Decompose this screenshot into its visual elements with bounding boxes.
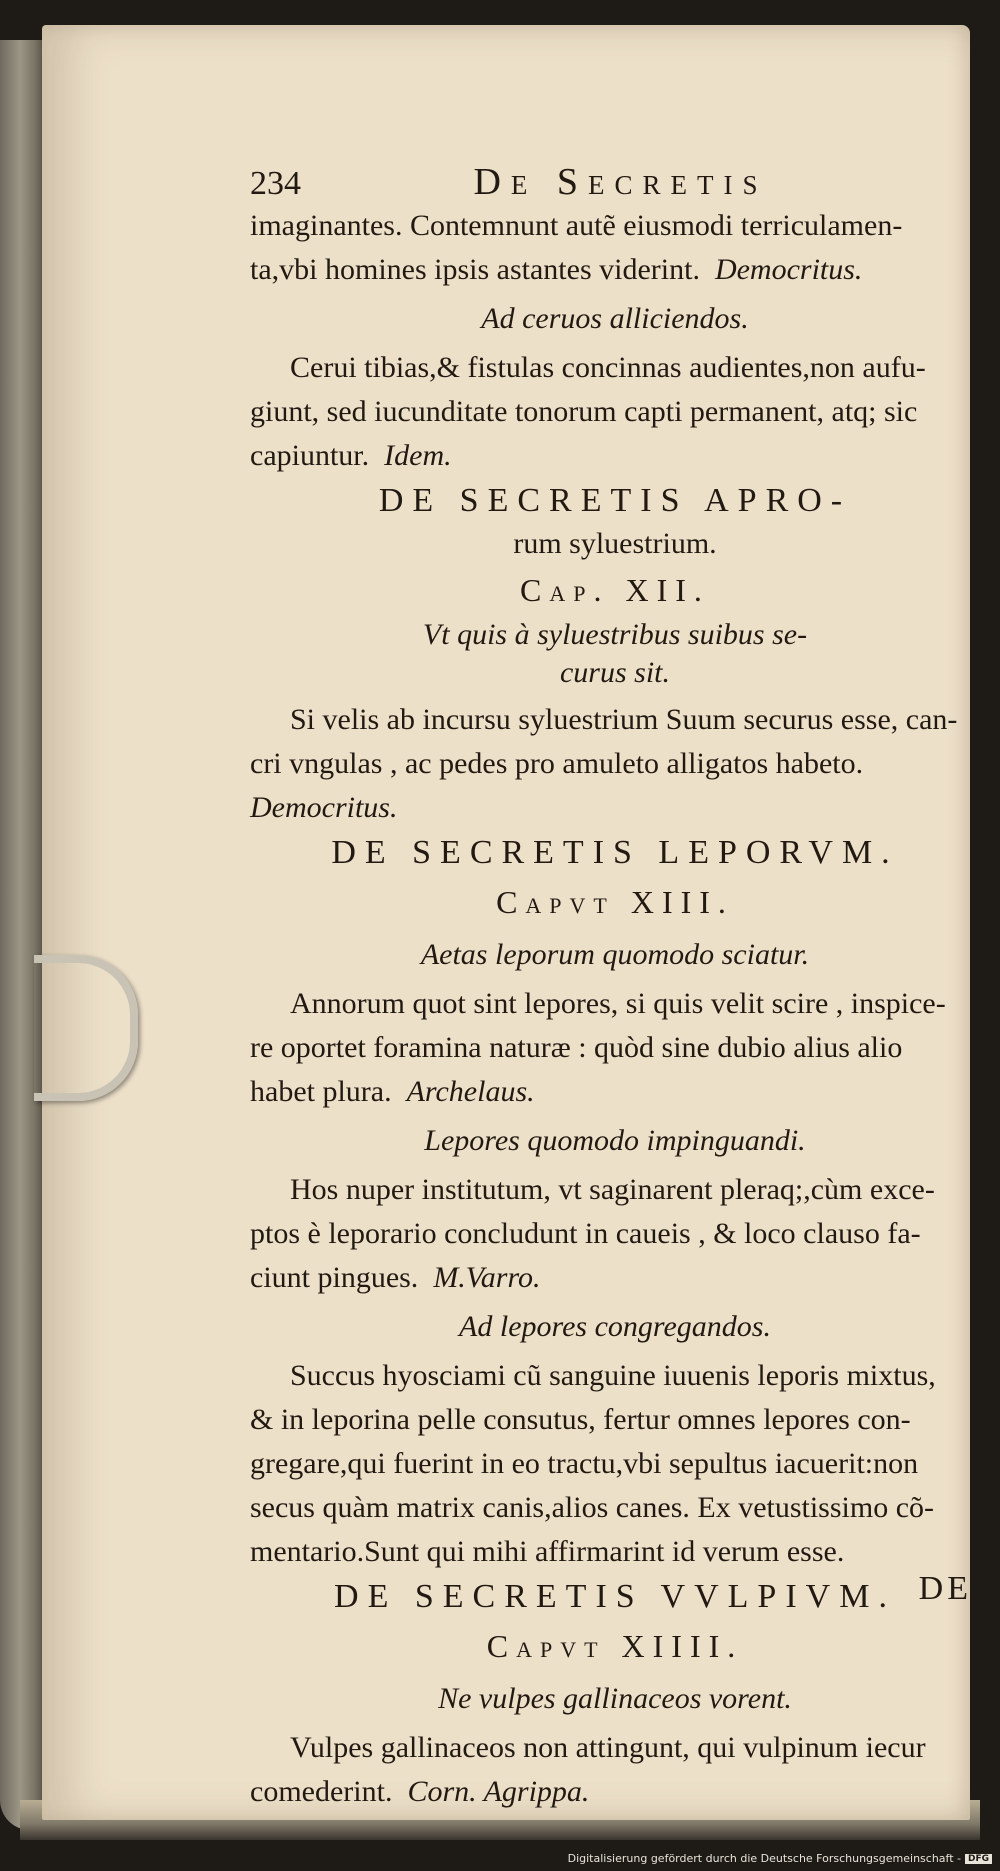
subheading-cont: curus sit. bbox=[559, 656, 670, 689]
chapter-heading: Capvt XIIII. bbox=[486, 1628, 744, 1664]
subheading: Lepores quomodo impinguandi. bbox=[424, 1124, 806, 1157]
running-head: De Secretis bbox=[473, 161, 768, 203]
subheading: Vt quis à syluestribus suibus se- bbox=[422, 618, 808, 651]
subheading: Ad lepores congregandos. bbox=[459, 1310, 771, 1343]
text-line: habet plura. Archelaus. bbox=[250, 1075, 535, 1108]
section-heading: DE SECRETIS APRO- bbox=[378, 482, 852, 519]
text-line: & in leporina pelle consutus, fertur omnes lepores con- bbox=[250, 1403, 911, 1436]
text-line: ciunt pingues. M.Varro. bbox=[250, 1261, 541, 1294]
text-line: Si velis ab incursu syluestrium Suum securus esse, can- bbox=[290, 703, 958, 736]
text-line: Hos nuper institutum, vt saginarent pleraq;,cùm exce- bbox=[290, 1173, 935, 1206]
text-line: Democritus. bbox=[250, 791, 398, 824]
text-line: imaginantes. Contemnunt autẽ eiusmodi terriculamen- bbox=[250, 209, 903, 242]
dfg-logo-icon: DFG bbox=[965, 1854, 992, 1864]
text-line: Annorum quot sint lepores, si quis velit scire , inspice- bbox=[290, 987, 946, 1020]
page-number: 234 bbox=[250, 165, 301, 202]
text-line: cri vngulas , ac pedes pro amuleto alligatos habeto. bbox=[250, 747, 864, 780]
text-line: comederint. Corn. Agrippa. bbox=[250, 1775, 590, 1808]
page-text bbox=[250, 160, 980, 1814]
text-line: ptos è leporario concludunt in caueis , & loco clauso fa- bbox=[250, 1217, 921, 1250]
digitization-footer bbox=[568, 1852, 992, 1865]
clasp-icon bbox=[34, 955, 138, 1101]
text-line: Cerui tibias,& fistulas concinnas audientes,non aufu- bbox=[290, 351, 926, 384]
subheading: Aetas leporum quomodo sciatur. bbox=[420, 938, 810, 971]
text-line: ta,vbi homines ipsis astantes viderint. Democritus. bbox=[250, 253, 863, 286]
text-line: secus quàm matrix canis,alios canes. Ex vetustissimo cõ- bbox=[250, 1491, 935, 1524]
subheading: Ne vulpes gallinaceos vorent. bbox=[438, 1682, 792, 1715]
text-line: mentario.Sunt qui mihi affirmarint id verum esse. bbox=[250, 1535, 845, 1568]
section-heading: DE SECRETIS VVLPIVM. bbox=[334, 1578, 896, 1615]
page-header bbox=[250, 160, 980, 204]
text-line: re oportet foramina naturæ : quòd sine dubio alius alio bbox=[250, 1031, 903, 1064]
section-heading-cont: rum syluestrium. bbox=[513, 527, 717, 560]
text-line: Succus hyosciami cũ sanguine iuuenis leporis mixtus, bbox=[290, 1359, 936, 1392]
section-heading: DE SECRETIS LEPORVM. bbox=[331, 834, 899, 871]
text-line: giunt, sed iucunditate tonorum capti permanent, atq; sic bbox=[250, 395, 918, 428]
text-line: Vulpes gallinaceos non attingunt, qui vulpinum iecur bbox=[290, 1731, 926, 1764]
catchword: DE bbox=[918, 1570, 972, 1607]
chapter-heading: Cap. XII. bbox=[520, 572, 710, 608]
text-line: gregare,qui fuerint in eo tractu,vbi sepultus iacuerit:non bbox=[250, 1447, 919, 1480]
subheading: Ad ceruos alliciendos. bbox=[481, 302, 749, 335]
chapter-heading: Capvt XIII. bbox=[496, 884, 734, 920]
text-line: capiuntur. Idem. bbox=[250, 439, 452, 472]
footer-text: Digitalisierung gefördert durch die Deutsche Forschungsgemeinschaft - bbox=[567, 1852, 961, 1865]
